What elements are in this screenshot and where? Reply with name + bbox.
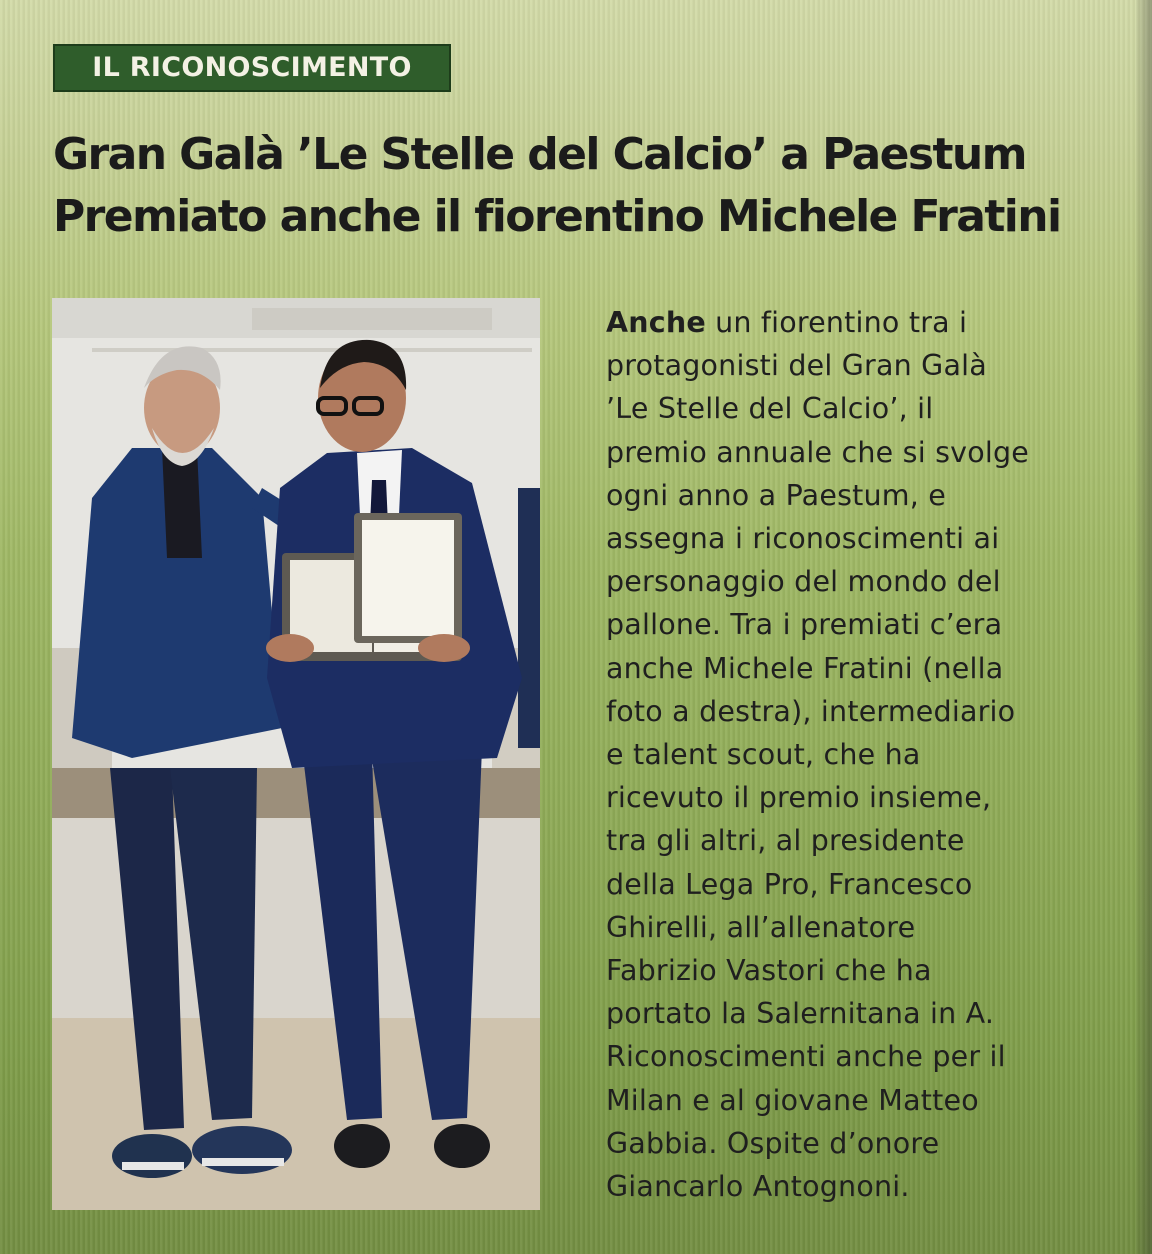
article-line: pallone. Tra i premiati c’era xyxy=(606,608,1003,642)
article-line: tra gli altri, al presidente xyxy=(606,824,965,858)
article-line-text: un fiorentino tra i xyxy=(705,306,968,339)
headline xyxy=(53,124,1113,248)
article-line: anche Michele Fratini (nella xyxy=(606,651,1004,685)
article-line: Ghirelli, all’allenatore xyxy=(606,910,916,944)
article-line: ’Le Stelle del Calcio’, il xyxy=(606,392,934,426)
page-edge-shadow xyxy=(1136,0,1152,1254)
article-lead: Anche xyxy=(606,306,706,339)
article-line: Riconoscimenti anche per il xyxy=(606,1040,1006,1074)
article-line: e talent scout, che ha xyxy=(606,738,921,772)
article-line: ricevuto il premio insieme, xyxy=(606,781,992,815)
article-line: ogni anno a Paestum, e xyxy=(606,478,946,512)
section-kicker: IL RICONOSCIMENTO xyxy=(53,44,451,92)
article-line: Giancarlo Antognoni. xyxy=(606,1170,910,1204)
article-body xyxy=(606,301,1092,1208)
article-line: assegna i riconoscimenti ai xyxy=(606,522,1000,556)
award-photo xyxy=(52,298,540,1210)
article-line xyxy=(606,301,1092,344)
article-line: protagonisti del Gran Galà xyxy=(606,349,987,383)
article-line: Milan e al giovane Matteo xyxy=(606,1083,979,1117)
article-line: foto a destra), intermediario xyxy=(606,694,1016,728)
article-line: della Lega Pro, Francesco xyxy=(606,867,973,901)
article-line: Gabbia. Ospite d’onore xyxy=(606,1126,940,1160)
article-line: portato la Salernitana in A. xyxy=(606,997,995,1031)
article-line: Fabrizio Vastori che ha xyxy=(606,954,932,988)
headline-line-2: Premiato anche il fiorentino Michele Fratini xyxy=(53,191,1061,242)
headline-line-1: Gran Galà ’Le Stelle del Calcio’ a Paestum xyxy=(53,129,1026,180)
article-line: personaggio del mondo del xyxy=(606,565,1001,599)
article-line: premio annuale che si svolge xyxy=(606,435,1029,469)
